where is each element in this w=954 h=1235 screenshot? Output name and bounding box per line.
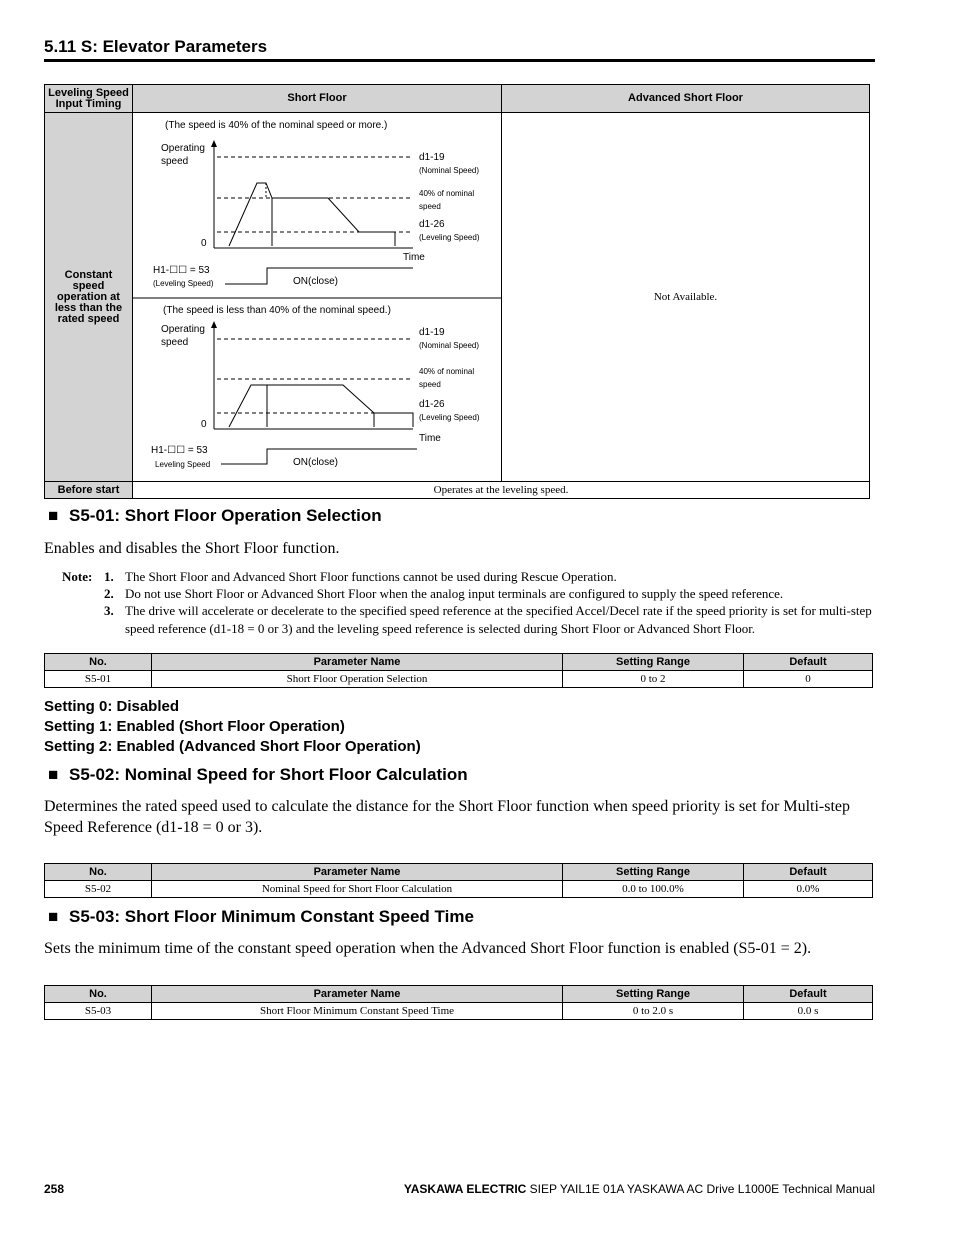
table-row: [45, 671, 873, 688]
svg-text:speed: speed: [419, 380, 441, 389]
param-name: Short Floor Operation Selection: [152, 671, 563, 688]
header-default: Default: [744, 986, 873, 1003]
svg-text:(Leveling Speed): (Leveling Speed): [153, 279, 214, 288]
footer-brand: YASKAWA ELECTRIC: [403, 1182, 527, 1196]
param-name: Nominal Speed for Short Floor Calculation: [152, 881, 563, 898]
s5-02-title: S5-02: Nominal Speed for Short Floor Calculation: [69, 765, 468, 784]
advanced-short-floor-cell: [502, 113, 869, 482]
diagram1-caption: (The speed is 40% of the nominal speed or more.): [165, 120, 388, 131]
svg-text:(Leveling Speed): (Leveling Speed): [419, 413, 480, 422]
note-number-1: 1.: [104, 569, 114, 584]
svg-text:Leveling Speed: Leveling Speed: [155, 460, 211, 469]
diagram2-caption: (The speed is less than 40% of the nominal speed.): [163, 305, 391, 316]
svg-text:Time: Time: [403, 252, 425, 263]
s5-02-heading: [48, 765, 468, 785]
section-marker: ■: [48, 506, 59, 525]
note-number-3: 3.: [104, 603, 114, 618]
s5-03-description: Sets the minimum time of the constant speed operation when the Advanced Short Floor function is enabled (S5-01 = 2).: [44, 940, 812, 957]
s5-02-parameter-table: [44, 863, 873, 898]
s5-01-title: S5-01: Short Floor Operation Selection: [69, 506, 382, 525]
svg-text:d1-19: d1-19: [419, 152, 445, 163]
header-rule: [44, 59, 875, 62]
row-label-constant-speed: Constant speed operation at less than the rated speed: [45, 113, 133, 482]
section-marker: ■: [48, 907, 59, 926]
param-range: 0.0 to 100.0%: [563, 881, 744, 898]
section-marker: ■: [48, 765, 59, 784]
setting-2: Setting 2: Enabled (Advanced Short Floor Operation): [44, 738, 421, 755]
s5-03-title: S5-03: Short Floor Minimum Constant Speed Time: [69, 907, 474, 926]
header-setting-range: Setting Range: [563, 986, 744, 1003]
param-no: S5-03: [45, 1003, 152, 1020]
svg-text:(Nominal Speed): (Nominal Speed): [419, 341, 480, 350]
s5-02-description: Determines the rated speed used to calculate the distance for the Short Floor function when speed priority is set for Multi-step Speed Reference (d1-18 = 0 or 3).: [44, 798, 850, 836]
footer-doc-title: SIEP YAIL1E 01A YASKAWA AC Drive L1000E Technical Manual: [529, 1182, 875, 1196]
header-parameter-name: Parameter Name: [152, 654, 563, 671]
col-header-short-floor: Short Floor: [133, 85, 502, 113]
timing-table: [44, 84, 870, 499]
svg-text:ON(close): ON(close): [293, 457, 339, 468]
param-no: S5-02: [45, 881, 152, 898]
svg-text:d1-19: d1-19: [419, 327, 445, 338]
table-row: [45, 881, 873, 898]
svg-text:(Nominal Speed): (Nominal Speed): [419, 166, 480, 175]
setting-0: Setting 0: Disabled: [44, 698, 180, 715]
header-setting-range: Setting Range: [563, 654, 744, 671]
s5-03-parameter-table: [44, 985, 873, 1020]
header-parameter-name: Parameter Name: [152, 864, 563, 881]
param-default: 0.0%: [744, 881, 873, 898]
param-name: Short Floor Minimum Constant Speed Time: [152, 1003, 563, 1020]
svg-text:Operating: Operating: [161, 324, 205, 335]
note-number-2: 2.: [104, 586, 114, 601]
s5-01-description: Enables and disables the Short Floor function.: [44, 540, 340, 557]
footer-doc-info: [404, 1182, 875, 1196]
svg-text:(Leveling Speed): (Leveling Speed): [419, 233, 480, 242]
svg-text:speed: speed: [161, 156, 189, 167]
note-text-1: The Short Floor and Advanced Short Floor functions cannot be used during Rescue Operation.: [125, 569, 617, 584]
svg-text:Time: Time: [419, 433, 441, 444]
param-no: S5-01: [45, 671, 152, 688]
param-default: 0: [744, 671, 873, 688]
row-label-before-start: Before start: [45, 482, 133, 498]
header-default: Default: [744, 864, 873, 881]
section-title: 5.11 S: Elevator Parameters: [44, 37, 268, 56]
svg-text:d1-26: d1-26: [419, 399, 445, 410]
header-setting-range: Setting Range: [563, 864, 744, 881]
note-label: Note:: [62, 569, 93, 584]
page-number: 258: [44, 1182, 65, 1196]
svg-text:d1-26: d1-26: [419, 219, 445, 230]
header-no: No.: [45, 986, 152, 1003]
header-default: Default: [744, 654, 873, 671]
s5-03-heading: [48, 907, 474, 927]
svg-text:40% of nominal: 40% of nominal: [419, 367, 475, 376]
svg-text:0: 0: [201, 419, 207, 430]
s5-01-heading: [48, 506, 382, 526]
svg-text:speed: speed: [161, 337, 189, 348]
note-text-2: Do not use Short Floor or Advanced Short Floor when the analog input terminals are configured to supply the speed reference.: [125, 586, 784, 601]
svg-text:ON(close): ON(close): [293, 276, 339, 287]
svg-text:H1-☐☐ = 53: H1-☐☐ = 53: [153, 265, 210, 276]
short-floor-timing-diagrams: [133, 113, 502, 482]
svg-text:0: 0: [201, 238, 207, 249]
header-parameter-name: Parameter Name: [152, 986, 563, 1003]
setting-1: Setting 1: Enabled (Short Floor Operation): [44, 718, 345, 735]
param-default: 0.0 s: [744, 1003, 873, 1020]
param-range: 0 to 2: [563, 671, 744, 688]
s5-01-parameter-table: [44, 653, 873, 688]
svg-text:Operating: Operating: [161, 143, 205, 154]
svg-text:40% of nominal: 40% of nominal: [419, 189, 475, 198]
not-available-text: Not Available.: [653, 291, 718, 303]
before-start-cell: Operates at the leveling speed.: [433, 484, 569, 496]
col-header-advanced-short-floor: Advanced Short Floor: [502, 85, 869, 113]
svg-text:speed: speed: [419, 202, 441, 211]
header-no: No.: [45, 654, 152, 671]
short-floor-cell: [133, 113, 502, 482]
table-row: [45, 1003, 873, 1020]
header-no: No.: [45, 864, 152, 881]
param-range: 0 to 2.0 s: [563, 1003, 744, 1020]
svg-text:H1-☐☐ = 53: H1-☐☐ = 53: [151, 445, 208, 456]
col-header-input-timing: Leveling Speed Input Timing: [45, 85, 133, 113]
note-text-3: The drive will accelerate or decelerate to the specified speed reference at the specified Accel/Decel rate if the speed priority is set for multi-step speed reference (d1-18 = 0 or 3) and the leveling speed reference is selected during Short Floor or Advanced Short Floor.: [125, 603, 872, 636]
